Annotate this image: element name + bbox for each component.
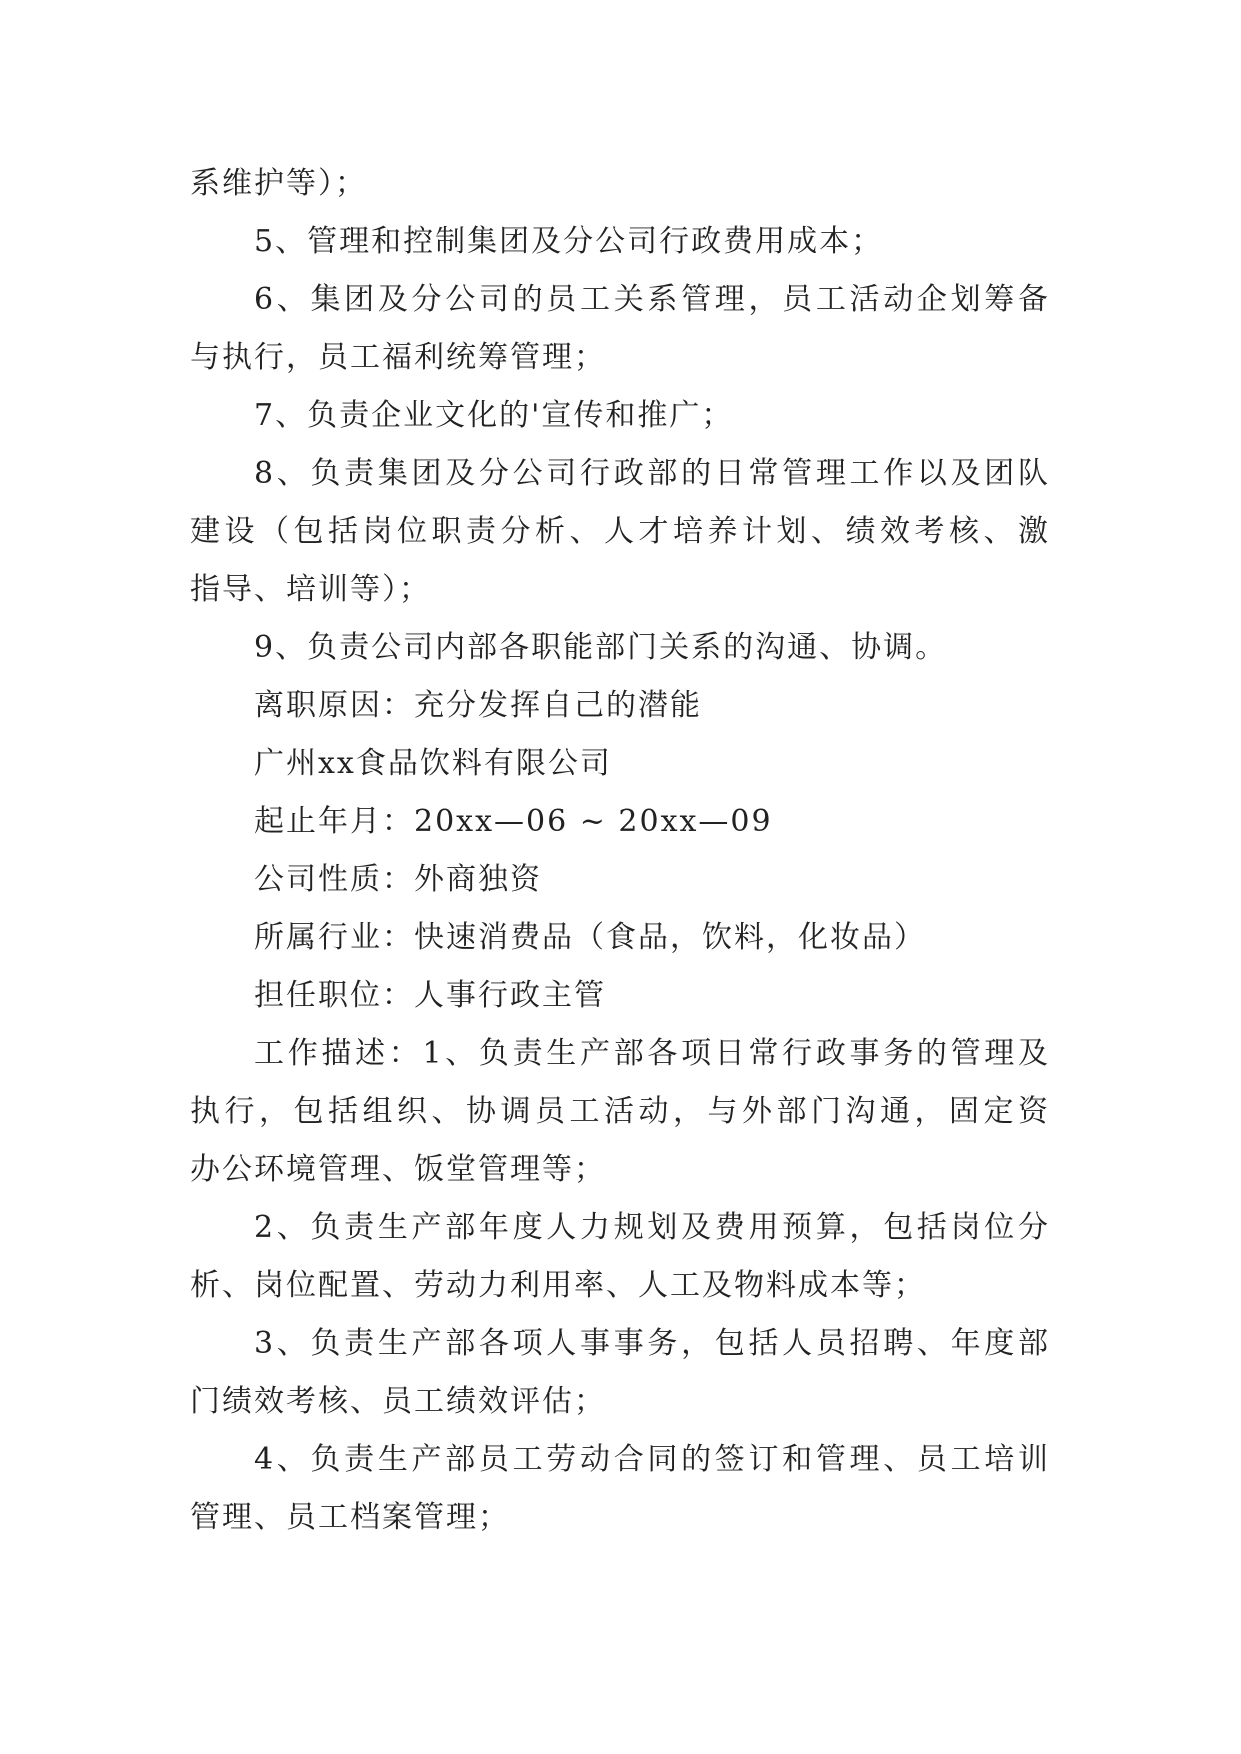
text-line: 建设（包括岗位职责分析、人才培养计划、绩效考核、激 [190, 514, 1050, 549]
text-line: 起止年月：20xx—06 ~ 20xx—09 [254, 804, 773, 839]
text-line: 门绩效考核、员工绩效评估； [190, 1384, 606, 1419]
text-line: 指导、培训等）； [190, 572, 431, 607]
text-line: 5、管理和控制集团及分公司行政费用成本； [254, 224, 884, 259]
text-line: 8、负责集团及分公司行政部的日常管理工作以及团队 [254, 456, 1050, 491]
text-line: 公司性质：外商独资 [254, 862, 542, 897]
document-body [190, 155, 1050, 1547]
text-line: 工作描述：1、负责生产部各项日常行政事务的管理及 [254, 1036, 1050, 1071]
text-line: 担任职位：人事行政主管 [254, 978, 606, 1013]
text-line: 所属行业：快速消费品（食品，饮料，化妆品） [254, 920, 926, 955]
text-line: 系维护等）； [190, 166, 367, 201]
text-line: 与执行，员工福利统筹管理； [190, 340, 606, 375]
text-line: 析、岗位配置、劳动力利用率、人工及物料成本等； [190, 1268, 926, 1303]
text-line: 广州xx食品饮料有限公司 [254, 746, 612, 781]
text-line: 9、负责公司内部各职能部门关系的沟通、协调。 [254, 630, 948, 665]
text-line: 离职原因：充分发挥自己的潜能 [254, 688, 702, 723]
text-line: 办公环境管理、饭堂管理等； [190, 1152, 606, 1187]
text-line: 管理、员工档案管理； [190, 1500, 510, 1535]
text-line: 3、负责生产部各项人事事务，包括人员招聘、年度部 [254, 1326, 1050, 1361]
text-line: 6、集团及分公司的员工关系管理，员工活动企划筹备 [254, 282, 1050, 317]
text-line: 7、负责企业文化的'宣传和推广； [254, 398, 734, 433]
text-line: 4、负责生产部员工劳动合同的签订和管理、员工培训 [254, 1442, 1050, 1477]
text-line: 2、负责生产部年度人力规划及费用预算，包括岗位分 [254, 1210, 1050, 1245]
text-line: 执行，包括组织、协调员工活动，与外部门沟通，固定资 [190, 1094, 1050, 1129]
